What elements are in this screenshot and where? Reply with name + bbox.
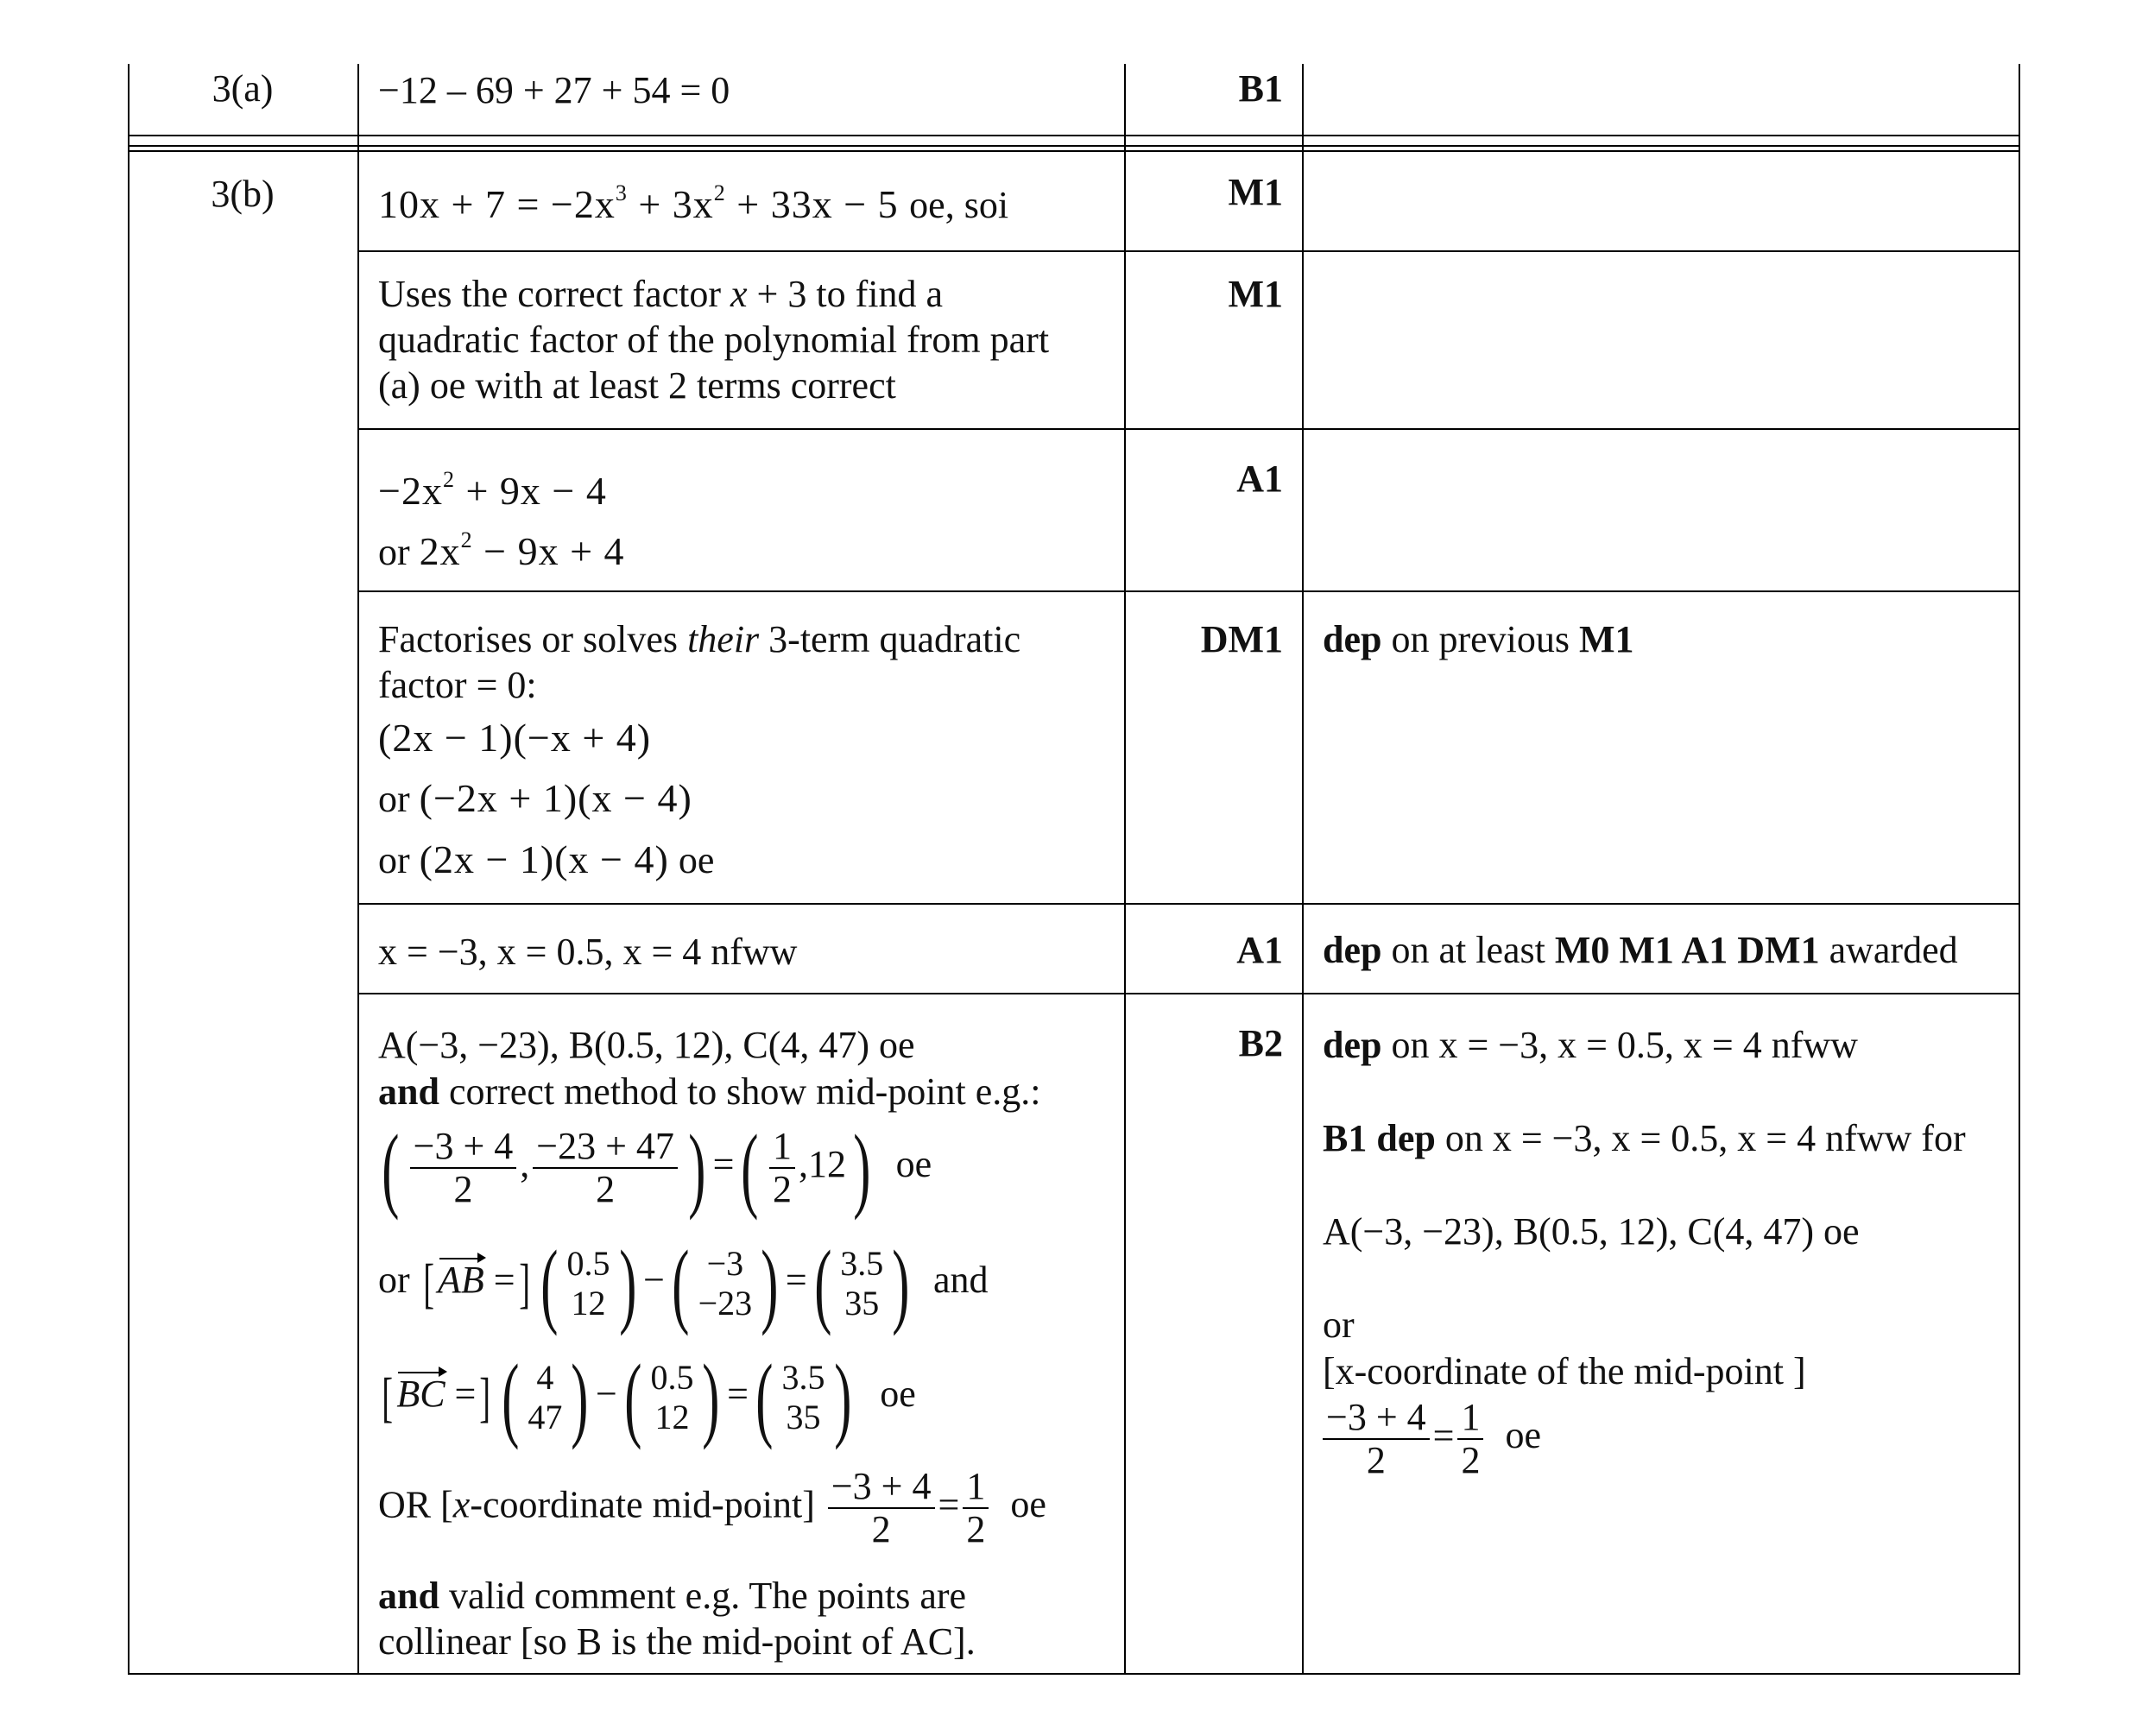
guidance-3b-fraction: $\frac{-3 + 4}{2}$ = $\frac{1}{2}$ oe — [1319, 1397, 1541, 1482]
row-a-divider-mid — [128, 145, 2020, 147]
table-border-left — [128, 64, 130, 1675]
answer-3b-factor-method: Uses the correct factor x + 3 to find a quadratic factor of the polynomial from part (a) oe with at least 2 terms correct — [378, 273, 1050, 407]
row-b3-bottom — [357, 590, 2020, 592]
answer-3b-factorise: Factorises or solves their 3-term quadratic factor = 0: (2x − 1)(−x + 4) or (−2x + 1)(x − 4) or (2x − 1)(x − 4) oe — [378, 618, 1021, 881]
vector-bc-calculation: [BC =] ( 4 47) −( 0.5 12 ) =( 3.5 35 ) oe — [382, 1345, 916, 1450]
column-divider-1 — [357, 64, 359, 1675]
guidance-3b-x-coordinate: [x-coordinate of the mid-point ] — [1323, 1350, 1806, 1392]
guidance-3b-or: or — [1323, 1304, 1355, 1346]
row-b4-bottom — [357, 903, 2020, 905]
row-b2-bottom — [357, 428, 2020, 430]
mark-3b-m1-second: M1 — [1228, 273, 1283, 315]
guidance-3b-a1: dep on at least M0 M1 A1 DM1 awarded — [1323, 929, 1958, 971]
guidance-3b-dm1: dep on previous M1 — [1323, 618, 1634, 660]
fraction-y-sum: $\frac{-23 + 47}{2}$ — [533, 1126, 678, 1211]
vector-ab-calculation: or [AB =] ( 0.5 12 ) −( −3 −23) =( 3.5 35 ) and — [378, 1231, 989, 1336]
row-b-divider-top — [128, 150, 2020, 152]
answer-3b-equation: $10x + 7 = -2x^3 + 3x^2 + 33x - 5$ oe, soi — [378, 180, 1009, 226]
table-bottom — [128, 1673, 2020, 1675]
answer-3a: −12 – 69 + 27 + 54 = 0 — [378, 69, 730, 111]
row-a-divider-top — [128, 135, 2020, 136]
answer-3b-comment: and valid comment e.g. The points are collinear [so B is the mid-point of AC]. — [378, 1575, 976, 1663]
fraction-half: $\frac{1}{2}$ — [769, 1126, 795, 1211]
mark-3a: B1 — [1238, 67, 1283, 110]
answer-3b-quadratic: $-2x^2 + 9x - 4$ or $2x^2 - 9x + 4$ — [378, 467, 625, 573]
column-divider-3 — [1302, 64, 1304, 1675]
question-label-3a: 3(a) — [212, 67, 274, 110]
answer-3b-points: A(−3, −23), B(0.5, 12), C(4, 47) oe — [378, 1024, 915, 1066]
guidance-3b-b2-dep: dep on x = −3, x = 0.5, x = 4 nfww — [1323, 1024, 1858, 1066]
row-b1-bottom — [357, 250, 2020, 252]
answer-3b-roots: x = −3, x = 0.5, x = 4 nfww — [378, 931, 798, 973]
question-label-3b: 3(b) — [211, 173, 275, 215]
mark-3b-m1-first: M1 — [1228, 171, 1283, 213]
guidance-3b-points: A(−3, −23), B(0.5, 12), C(4, 47) oe — [1323, 1210, 1860, 1253]
answer-3b-method-intro: and correct method to show mid-point e.g.: — [378, 1070, 1041, 1113]
guidance-3b-b1-dep: B1 dep on x = −3, x = 0.5, x = 4 nfww for — [1323, 1117, 1966, 1159]
mark-scheme-table — [128, 64, 2020, 1675]
row-b5-bottom — [357, 993, 2020, 994]
fraction-half-result: $\frac{1}{2}$ — [963, 1466, 989, 1551]
x-coordinate-method: OR [x-coordinate mid-point] $\frac{-3 + 4}{2}$ = $\frac{1}{2}$ oe — [378, 1465, 1046, 1551]
mark-3b-a1-second: A1 — [1236, 929, 1283, 971]
mark-3b-dm1: DM1 — [1200, 618, 1283, 660]
table-border-right — [2019, 64, 2020, 1675]
midpoint-calculation: ( $\frac{-3 + 4}{2}$ , $\frac{-23 + 47}{2}$ ) =( $\frac{1}{2}$ ,12) oe — [382, 1115, 932, 1221]
fraction-x-midpoint: $\frac{-3 + 4}{2}$ — [828, 1466, 935, 1551]
mark-3b-a1-first: A1 — [1236, 458, 1283, 500]
mark-3b-b2: B2 — [1238, 1022, 1283, 1064]
fraction-x-sum: $\frac{-3 + 4}{2}$ — [410, 1126, 517, 1211]
